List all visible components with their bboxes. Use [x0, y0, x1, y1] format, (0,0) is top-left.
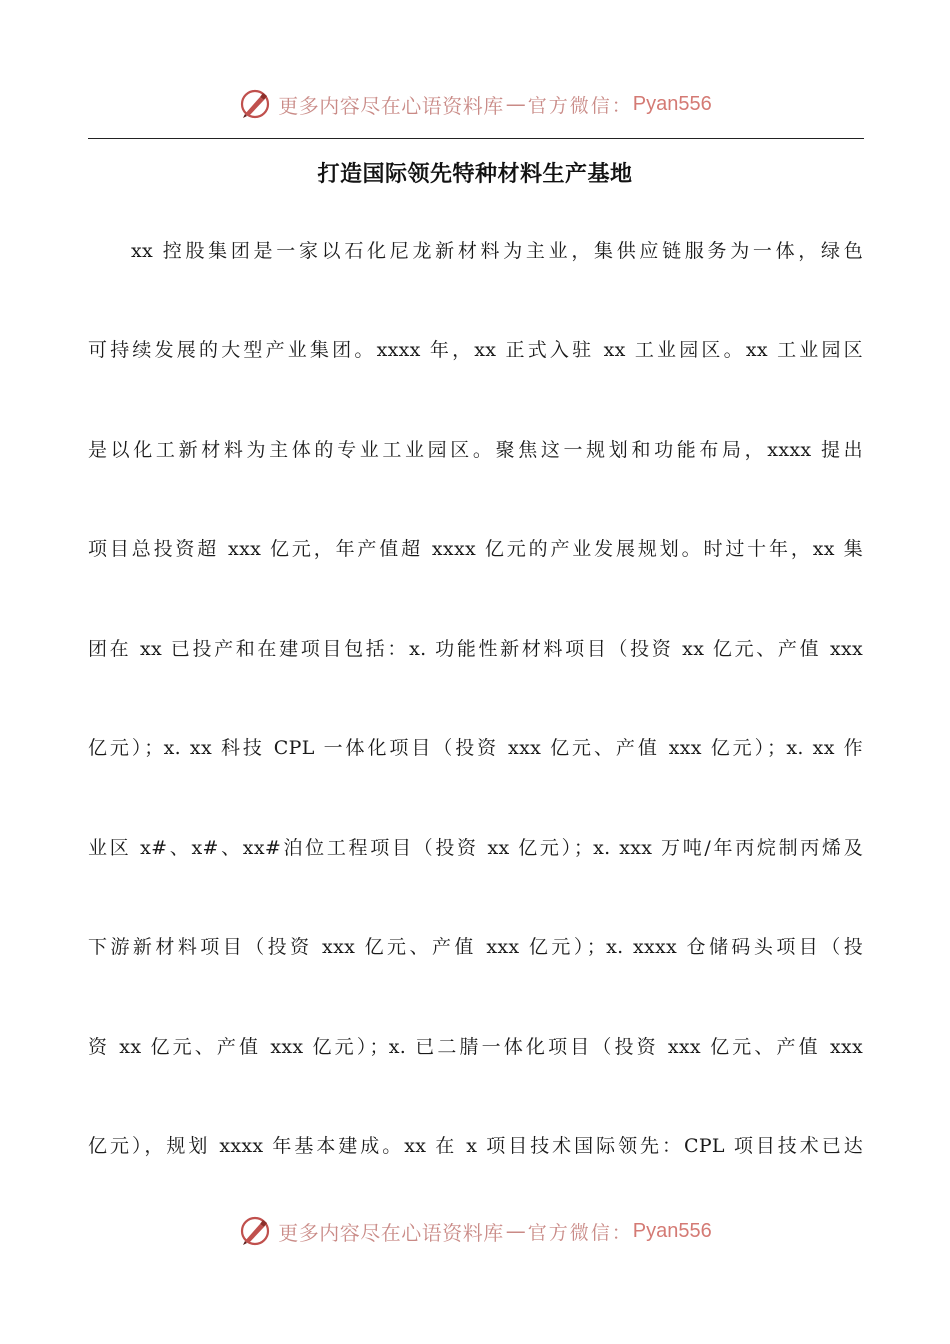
- brand-name: 更多内容尽在心语资料库: [278, 93, 504, 118]
- brand-separator: —: [505, 1219, 526, 1243]
- paragraph-line: 资 xx 亿元、产值 xxx 亿元）；x. 已二腈一体化项目（投资 xxx 亿元、产值 xxx: [88, 1036, 863, 1058]
- wechat-label: 官方微信：: [527, 1221, 633, 1244]
- brand-name: 更多内容尽在心语资料库: [278, 1220, 504, 1245]
- document-title: 打造国际领先特种材料生产基地: [317, 161, 633, 187]
- paragraph-line: 可持续发展的大型产业集团。xxxx 年，xx 正式入驻 xx 工业园区。xx 工业园区: [88, 339, 863, 361]
- paragraph-line: 亿元），规划 xxxx 年基本建成。xx 在 x 项目技术国际领先：CPL 项目技术已达: [88, 1135, 863, 1157]
- paragraph-line: 是以化工新材料为主体的专业工业园区。聚焦这一规划和功能布局，xxxx 提出: [88, 439, 863, 461]
- wechat-id: Pyan556: [632, 92, 712, 115]
- pen-logo-icon: [238, 1214, 272, 1248]
- paragraph-line: 项目总投资超 xxx 亿元，年产值超 xxxx 亿元的产业发展规划。时过十年，xx 集: [88, 538, 863, 560]
- pen-logo-icon: [238, 87, 272, 121]
- brand-separator: —: [505, 92, 526, 116]
- paragraph-line: 团在 xx 已投产和在建项目包括：x. 功能性新材料项目（投资 xx 亿元、产值 xxx: [88, 638, 863, 660]
- wechat-id: Pyan556: [632, 1219, 712, 1242]
- paragraph-line: 下游新材料项目（投资 xxx 亿元、产值 xxx 亿元）；x. xxxx 仓储码头项目（投: [88, 936, 863, 958]
- header-brand: [0, 84, 950, 124]
- paragraph-line: xx 控股集团是一家以石化尼龙新材料为主业，集供应链服务为一体，绿色: [131, 240, 863, 262]
- paragraph-line: 业区 x#、x#、xx#泊位工程项目（投资 xx 亿元）；x. xxx 万吨/年丙烷制丙烯及: [88, 837, 863, 859]
- wechat-label: 官方微信：: [527, 94, 633, 117]
- paragraph-line: 亿元）；x. xx 科技 CPL 一体化项目（投资 xxx 亿元、产值 xxx 亿元）；x. xx 作: [88, 737, 863, 759]
- footer-brand: [0, 1211, 950, 1251]
- header-divider: [88, 138, 864, 139]
